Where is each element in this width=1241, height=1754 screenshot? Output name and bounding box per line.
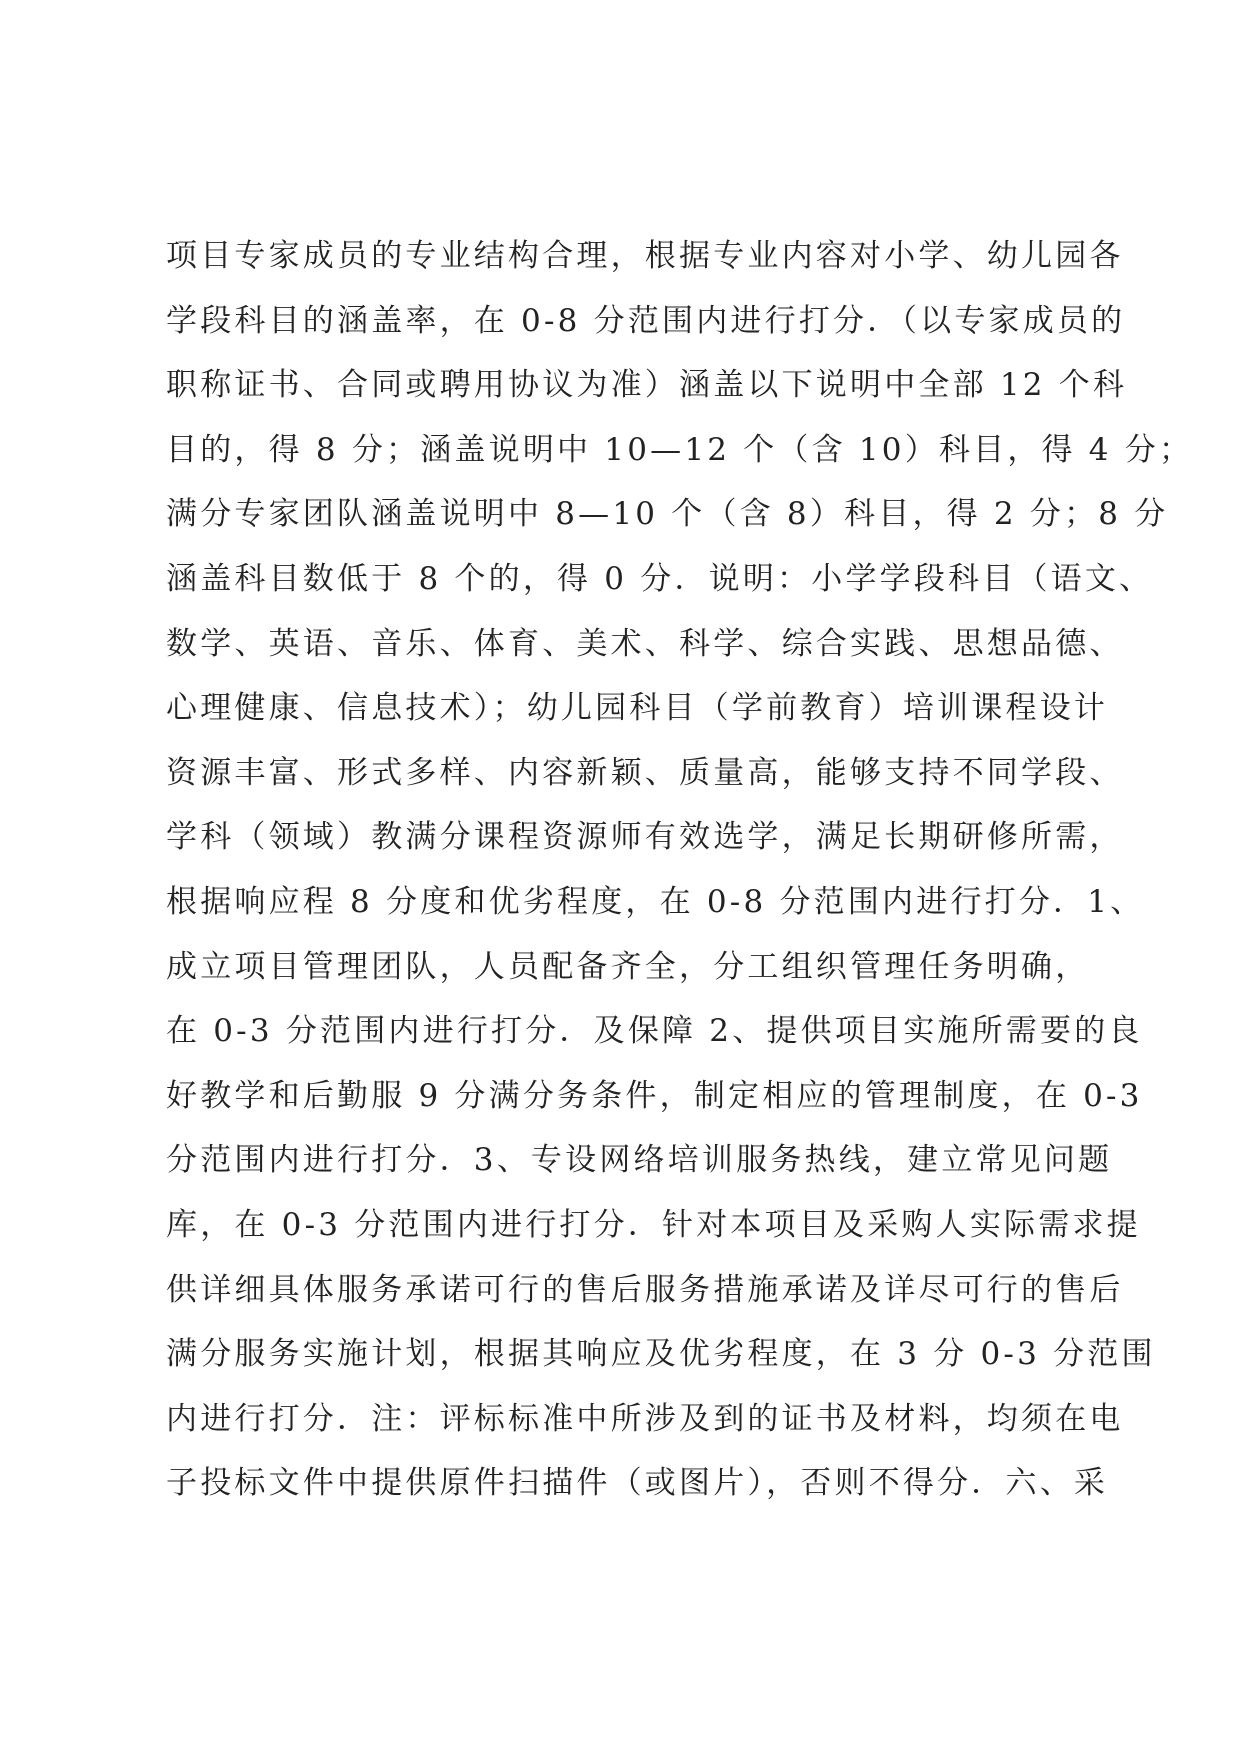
text-line: 数学、英语、音乐、体育、美术、科学、综合实践、思想品德、 [166,625,1124,662]
text-line: 根据响应程 8 分度和优劣程度，在 0-8 分范围内进行打分．1、 [166,883,1145,920]
text-line: 心理健康、信息技术）；幼儿园科目（学前教育）培训课程设计 [166,690,1109,727]
text-line: 内进行打分．注：评标标准中所涉及到的证书及材料，均须在电 [166,1400,1124,1437]
text-line: 学科（领域）教满分课程资源师有效选学，满足长期研修所需， [166,819,1124,856]
text-line: 子投标文件中提供原件扫描件（或图片），否则不得分．六、采 [166,1465,1109,1502]
text-line: 好教学和后勤服 9 分满分务条件，制定相应的管理制度，在 0-3 [166,1077,1143,1114]
text-line: 库，在 0-3 分范围内进行打分．针对本项目及采购人实际需求提 [166,1206,1141,1243]
text-line: 满分服务实施计划，根据其响应及优劣程度，在 3 分 0-3 分范围 [166,1336,1156,1373]
text-line: 目的，得 8 分；涵盖说明中 10—12 个（含 10）科目，得 4 分； [166,431,1194,468]
text-line: 资源丰富、形式多样、内容新颖、质量高，能够支持不同学段、 [166,754,1124,791]
text-line: 涵盖科目数低于 8 个的，得 0 分．说明：小学学段科目（语文、 [166,560,1154,597]
text-line: 学段科目的涵盖率，在 0-8 分范围内进行打分．（以专家成员的 [166,302,1126,339]
text-line: 分范围内进行打分．3、专设网络培训服务热线，建立常见问题 [166,1142,1113,1179]
text-line: 满分专家团队涵盖说明中 8—10 个（含 8）科目，得 2 分；8 分 [166,496,1169,533]
body-text [166,224,1194,1516]
text-line: 供详细具体服务承诺可行的售后服务措施承诺及详尽可行的售后 [166,1271,1124,1308]
text-line: 项目专家成员的专业结构合理，根据专业内容对小学、幼儿园各 [166,238,1124,274]
text-line: 成立项目管理团队，人员配备齐全，分工组织管理任务明确， [166,948,1090,985]
text-line: 职称证书、合同或聘用协议为准）涵盖以下说明中全部 12 个科 [166,367,1128,404]
text-line: 在 0-3 分范围内进行打分．及保障 2、提供项目实施所需要的良 [166,1013,1143,1050]
